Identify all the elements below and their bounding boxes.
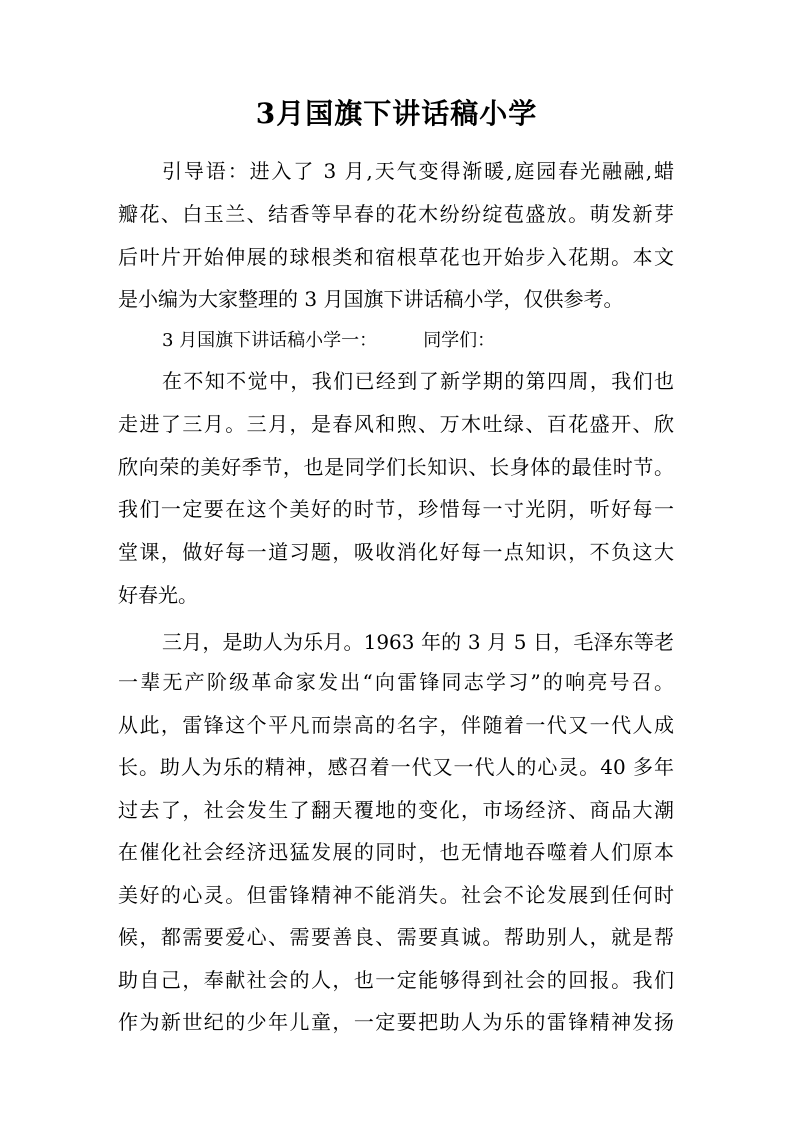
text-line: 引导语：进入了 3 月,天气变得渐暖,庭园春光融融,蜡 [162,159,674,183]
text-line: 是小编为大家整理的 3 月国旗下讲话稿小学，仅供参考。 [118,287,624,311]
text-line: 堂课，做好每一道习题，吸收消化好每一点知识，不负这大 [118,540,674,564]
section-heading-line [162,327,495,355]
text-line: 瓣花、白玉兰、结香等早春的花木纷纷绽苞盛放。萌发新芽 [118,202,674,226]
text-line: 作为新世纪的少年儿童，一定要把助人为乐的雷锋精神发扬 [118,1010,674,1034]
text-line: 走进了三月。三月，是春风和煦、万木吐绿、百花盛开、欣 [118,412,674,436]
section-heading: 3 月国旗下讲话稿小学一： [162,330,378,351]
text-line: 候，都需要爱心、需要善良、需要真诚。帮助别人，就是帮 [118,925,674,949]
page-title: 3月国旗下讲话稿小学 [255,97,538,130]
text-line: 过去了，社会发生了翻天覆地的变化，市场经济、商品大潮 [118,798,674,822]
text-line: 欣向荣的美好季节，也是同学们长知识、长身体的最佳时节。 [118,455,674,479]
text-line: 一辈无产阶级革命家发出“向雷锋同志学习”的响亮号召。 [118,670,674,694]
text-line: 好春光。 [118,583,198,607]
text-line: 长。助人为乐的精神，感召着一代又一代人的心灵。40 多年 [118,755,674,779]
text-line: 在催化社会经济迅猛发展的同时，也无情地吞噬着人们原本 [118,840,674,864]
text-line: 美好的心灵。但雷锋精神不能消失。社会不论发展到任何时 [118,883,674,907]
text-line: 从此，雷锋这个平凡而崇高的名字，伴随着一代又一代人成 [118,713,674,737]
text-line: 在不知不觉中，我们已经到了新学期的第四周，我们也 [162,369,674,393]
text-line: 助自己，奉献社会的人，也一定能够得到社会的回报。我们 [118,968,674,992]
greeting: 同学们： [423,330,496,351]
text-line: 我们一定要在这个美好的时节，珍惜每一寸光阴，听好每一 [118,497,674,521]
text-line: 三月，是助人为乐月。1963 年的 3 月 5 日，毛泽东等老 [162,630,674,654]
text-line: 后叶片开始伸展的球根类和宿根草花也开始步入花期。本文 [118,245,674,269]
